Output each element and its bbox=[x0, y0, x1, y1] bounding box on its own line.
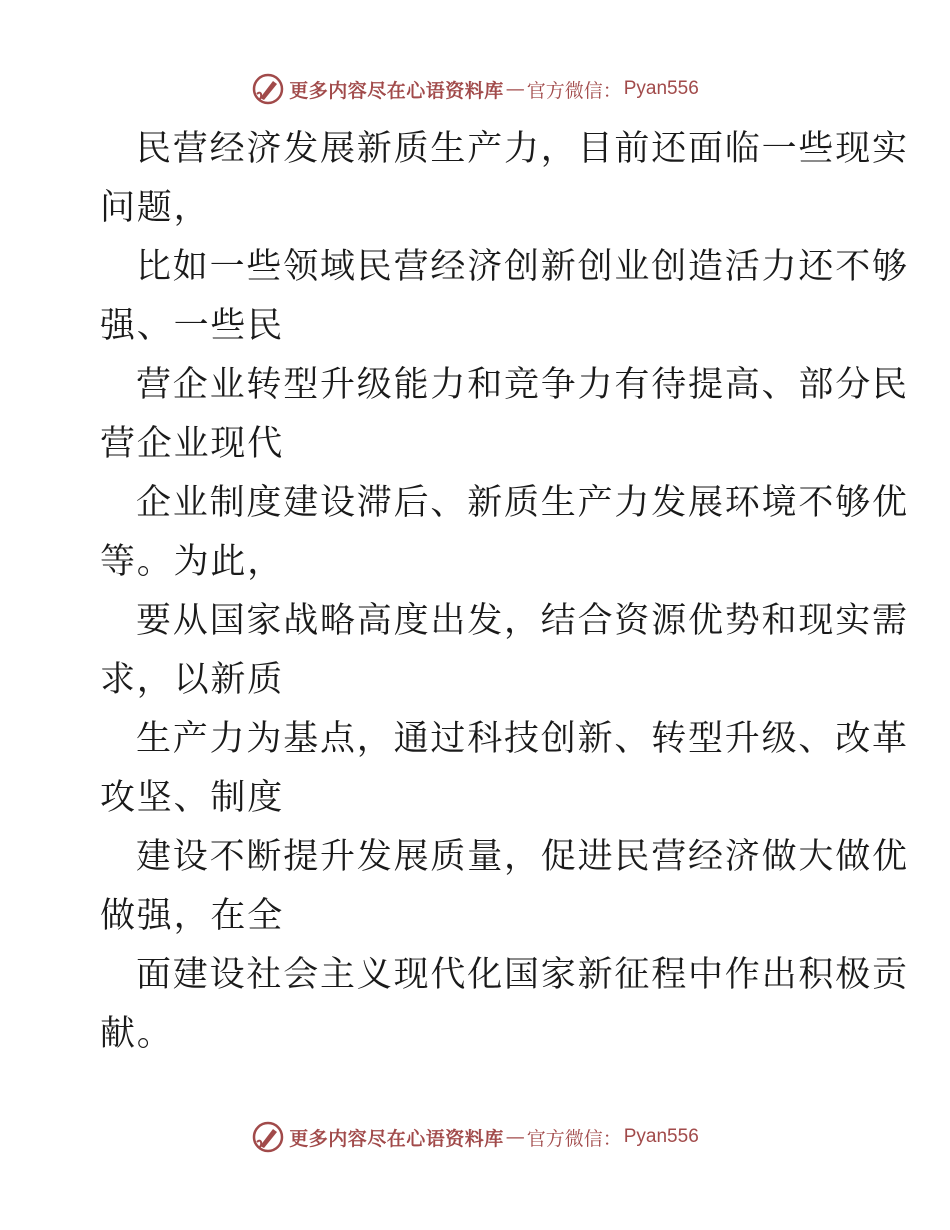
page-footer bbox=[0, 1120, 950, 1154]
footer-brand: 更多内容尽在心语资料库 bbox=[289, 1127, 504, 1150]
footer-wechat-id: Pyan556 bbox=[623, 1126, 699, 1147]
text-line: 献。 bbox=[100, 1014, 174, 1054]
text-line: 问题， bbox=[100, 188, 211, 228]
text-line: 求，以新质 bbox=[100, 660, 285, 700]
header-wechat-id: Pyan556 bbox=[623, 78, 699, 99]
text-line: 营企业转型升级能力和竞争力有待提高、部分民 bbox=[136, 365, 909, 405]
text-line: 面建设社会主义现代化国家新征程中作出积极贡 bbox=[136, 955, 909, 995]
document-body bbox=[100, 120, 909, 1064]
footer-official-label: 官方微信： bbox=[526, 1127, 622, 1150]
header-official-label: 官方微信： bbox=[526, 79, 622, 102]
text-line: 民营经济发展新质生产力，目前还面临一些现实 bbox=[136, 129, 909, 169]
text-line: 要从国家战略高度出发，结合资源优势和现实需 bbox=[136, 601, 909, 641]
pen-logo-icon bbox=[251, 1120, 285, 1154]
footer-separator: — bbox=[505, 1126, 525, 1148]
text-line: 生产力为基点，通过科技创新、转型升级、改革 bbox=[136, 719, 909, 759]
text-line: 建设不断提升发展质量，促进民营经济做大做优 bbox=[136, 837, 909, 877]
text-line: 营企业现代 bbox=[100, 424, 285, 464]
page-header bbox=[0, 72, 950, 106]
header-brand: 更多内容尽在心语资料库 bbox=[289, 79, 504, 102]
text-line: 企业制度建设滞后、新质生产力发展环境不够优 bbox=[136, 483, 909, 523]
text-line: 强、一些民 bbox=[100, 306, 285, 346]
header-separator: — bbox=[505, 78, 525, 100]
text-line: 等。为此， bbox=[100, 542, 285, 582]
text-line: 攻坚、制度 bbox=[100, 778, 285, 818]
pen-logo-icon bbox=[251, 72, 285, 106]
text-line: 比如一些领域民营经济创新创业创造活力还不够 bbox=[136, 247, 909, 287]
text-line: 做强，在全 bbox=[100, 896, 285, 936]
